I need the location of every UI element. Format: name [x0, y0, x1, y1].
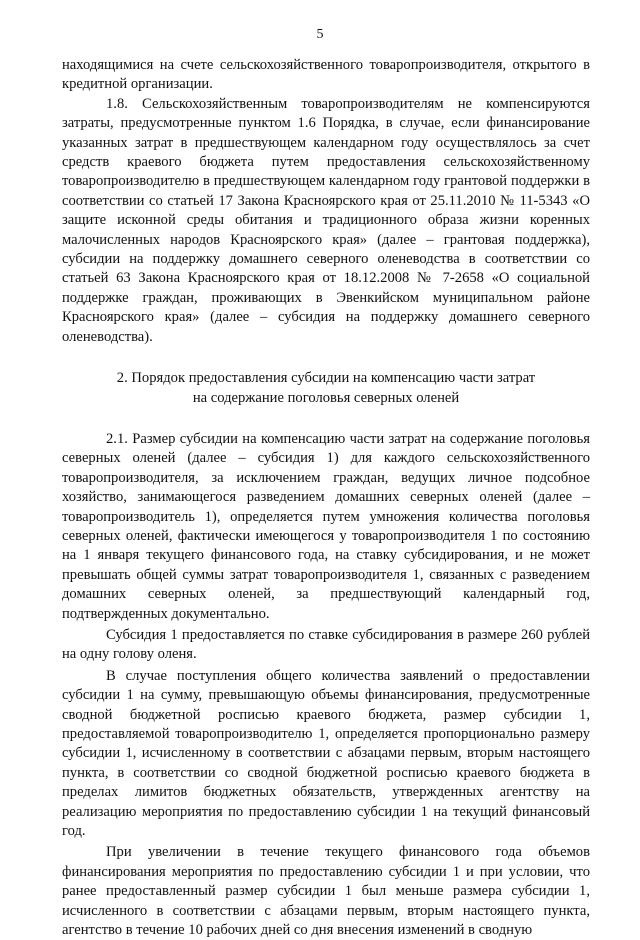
- paragraph-increase-financing: При увеличении в течение текущего финансового года объемов финансирования мероприятия по предоставлению субсидии 1 и при условии, что ранее предоставленный размер субсидии 1 был меньше размера субсидии 1, исчисленного в соответствии с абзацами первым, вторым настоящего пункта, агентство в течение 10 рабочих дней со дня внесения изменений в сводную: [62, 844, 590, 939]
- paragraph-subsidy-rate: Субсидия 1 предоставляется по ставке субсидирования в размере 260 рублей на одну голову оленя.: [62, 626, 590, 663]
- paragraph-2-1: 2.1. Размер субсидии на компенсацию части затрат на содержание поголовья северных оленей (далее – субсидия 1) для каждого сельскохозяйственного товаропроизводителя, за исключением граждан, ведущих личное подсобное хозяйство, занимающегося разведением домашних северных оленей (далее – товаропроизводитель 1), определяется путем умножения количества поголовья северных оленей, фактически имеющегося у товаропроизводителя 1 по состоянию на 1 января текущего финансового года, на ставку субсидирования, и не может превышать общей суммы затрат товаропроизводителя 1, связанных с разведением домашних северных оленей, за предшествующий календарный год, подтвержденных документально.: [62, 430, 590, 622]
- section-heading-line-2: на содержание поголовья северных оленей: [192, 389, 460, 406]
- paragraph-continuation: находящимися на счете сельскохозяйственного товаропроизводителя, открытого в кредитной организации.: [62, 57, 590, 93]
- paragraph-1-8: 1.8. Сельскохозяйственным товаропроизводителям не компенсируются затраты, предусмотренные пунктом 1.6 Порядка, в случае, если финансирование указанных затрат в предшествующем календарном году осуществлялось за счет средств краевого бюджета путем предоставления сельскохозяйственному товаропроизводителю в предшествующем календарном году грантовой поддержки в соответствии со статьей 17 Закона Красноярского края от 25.11.2010 № 11-5343 «О защите исконной среды обитания и традиционного образа жизни коренных малочисленных народов Красноярского края» (далее – грантовая поддержка), субсидии на поддержку домашнего северного оленеводства в соответствии со статьей 63 Закона Красноярского края от 18.12.2008 № 7-2658 «О социальной поддержке граждан, проживающих в Эвенкийском муниципальном районе Красноярского края» (далее – субсидия на поддержку домашнего северного оленеводства).: [62, 95, 590, 345]
- document-body: [62, 56, 590, 940]
- section-heading: [62, 369, 590, 408]
- section-heading-line-1: 2. Порядок предоставления субсидии на компенсацию части затрат: [116, 370, 536, 387]
- paragraph-proportional-size: В случае поступления общего количества заявлений о предоставлении субсидии 1 на сумму, превышающую объемы финансирования, предусмотренные сводной бюджетной росписью краевого бюджета, размер субсидии 1, предоставляемой товаропроизводителю 1, определяется пропорционально размеру субсидии 1, исчисленному в соответствии с абзацами первым, вторым настоящего пункта, в соответствии со сводной бюджетной росписью краевого бюджета в пределах лимитов бюджетных обязательств, утвержденных агентству на реализацию мероприятия по предоставлению субсидии 1 на текущий финансовый год.: [62, 667, 590, 840]
- page-number: 5: [316, 27, 324, 42]
